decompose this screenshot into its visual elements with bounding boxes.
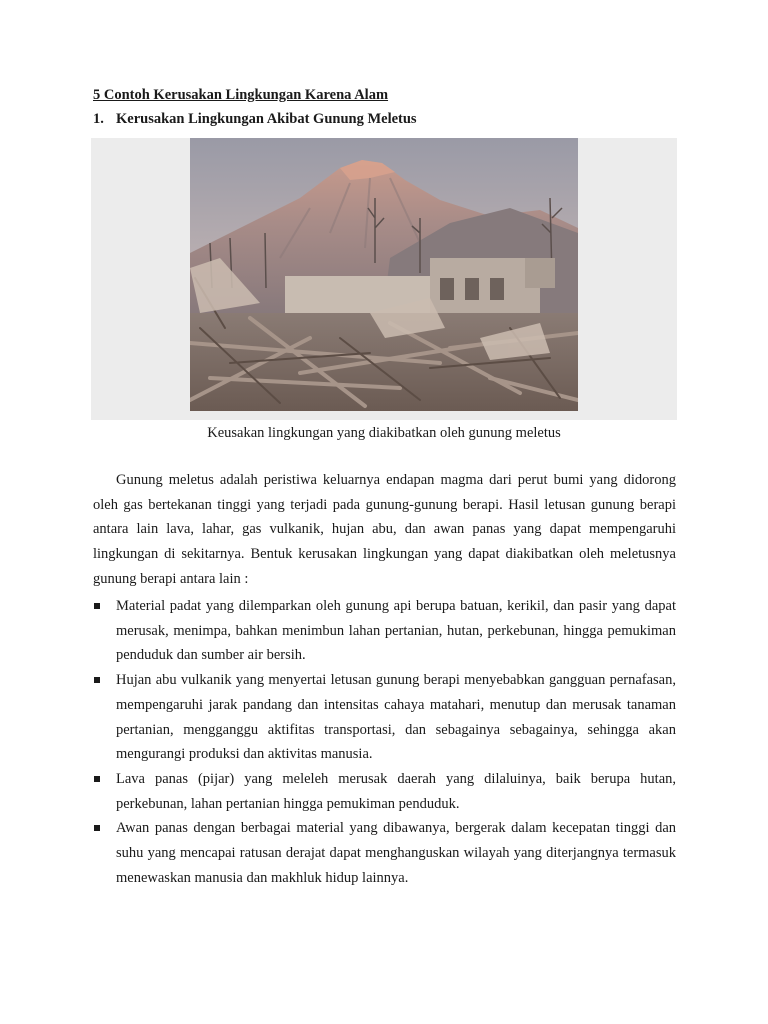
square-bullet-icon <box>94 776 100 782</box>
figure-frame <box>91 138 677 420</box>
list-item <box>93 767 676 816</box>
figure-caption: Keusakan lingkungan yang diakibatkan oleh gunung meletus <box>207 425 561 441</box>
section-heading-text: Kerusakan Lingkungan Akibat Gunung Meletus <box>116 111 417 127</box>
damage-list <box>93 594 676 890</box>
list-item <box>93 594 676 668</box>
list-item-text: Lava panas (pijar) yang meleleh merusak daerah yang dilaluinya, baik berupa hutan, perkebunan, lahan pertanian hingga pemukiman penduduk. <box>116 770 676 812</box>
square-bullet-icon <box>94 677 100 683</box>
section-heading <box>93 111 417 128</box>
square-bullet-icon <box>94 603 100 609</box>
list-item-text: Material padat yang dilemparkan oleh gunung api berupa batuan, kerikil, dan pasir yang dapat merusak, menimpa, bahkan menimbun lahan pertanian, hutan, perkebunan, hingga pemukiman penduduk dan sumber air bersih. <box>116 598 676 664</box>
list-item <box>93 816 676 890</box>
list-item-text: Hujan abu vulkanik yang menyertai letusan gunung berapi menyebabkan gangguan pernafasan, mempengaruhi jarak pandang dan intensitas cahaya matahari, menutup dan merusak tanaman pertanian, mengganggu aktifitas transportasi, dan sebagainya sebagainya, sehingga akan mengurangi produksi dan aktivitas manusia. <box>116 672 676 763</box>
body-paragraph: Gunung meletus adalah peristiwa keluarnya endapan magma dari perut bumi yang didorong oleh gas bertekanan tinggi yang terjadi pada gunung-gunung berapi. Hasil letusan gunung berapi antara lain lava, lahar, gas vulkanik, hujan abu, dan awan panas yang dapat mempengaruhi lingkungan di sekitarnya. Bentuk kerusakan lingkungan yang dapat diakibatkan oleh meletusnya gunung berapi antara lain : <box>93 472 676 587</box>
volcano-destruction-photo <box>190 138 578 411</box>
document-title: 5 Contoh Kerusakan Lingkungan Karena Alam <box>93 87 389 103</box>
section-number: 1. <box>93 111 104 127</box>
square-bullet-icon <box>94 825 100 831</box>
list-item <box>93 668 676 767</box>
list-item-text: Awan panas dengan berbagai material yang dibawanya, bergerak dalam kecepatan tinggi dan suhu yang mencapai ratusan derajat dapat menghanguskan wilayah yang diterjangnya termasuk menewaskan manusia dan makhluk hidup lainnya. <box>116 820 676 886</box>
